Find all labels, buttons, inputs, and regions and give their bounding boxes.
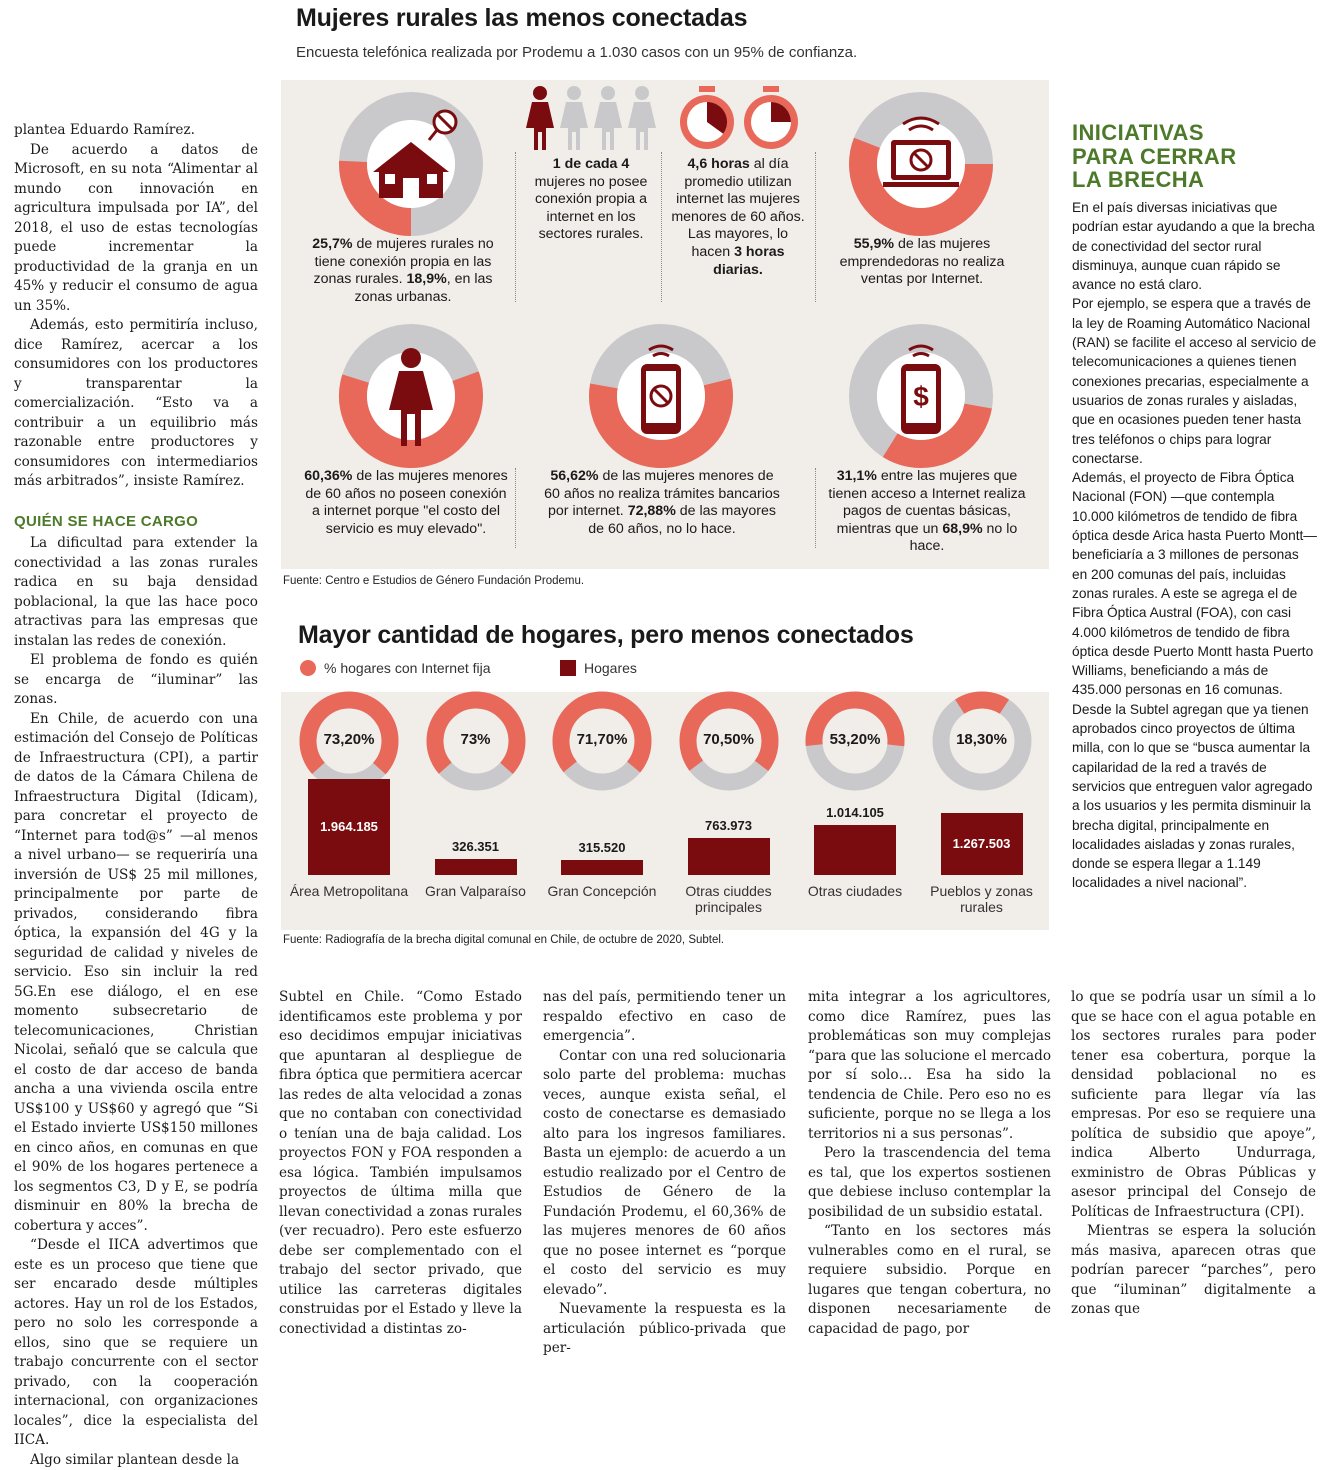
ring-percent-label: 71,70% [552,731,652,748]
article-paragraph: lo que se podría usar un símil a lo que se hace con el agua potable en los sectores rurales para poder tener esa cobertura, porque la densidad poblacional no es suficiente para llegar vía las empresas. Por eso se requiere una política de subsidio que apoye”, indica Alberto Undurraga, exministro de Obras Públicas y asesor principal del Consejo de Políticas de Infraestructura (CPI). [1071,988,1316,1222]
stat-payments: 31,1% entre las mujeres que tienen acceso a Internet realiza pagos de cuentas básicas, mientras que un 68,9% no lo hace. [823,468,1031,556]
chart-source: Fuente: Radiografía de la brecha digital comunal en Chile, de octubre de 2020, Subtel. [283,934,724,946]
category-label: Gran Valparaíso [413,883,539,899]
article-paragraph: De acuerdo a datos de Microsoft, en su nota “Alimentar al mundo con innovación en agricultura impulsada por IA”, del 2018, el uso de estas tecnologías puede incrementar la productividad de la granja en un 45% y reducir el consumo de agua un 35%. [14,141,258,317]
ring-percent-label: 73,20% [299,731,399,748]
category-label: Área Metropolitana [286,883,412,899]
bar-value-label: 1.267.503 [919,836,1045,851]
category-label: Otras ciuddes principales [666,883,792,915]
bar-value-label: 763.973 [666,818,792,833]
article-paragraph: “Desde el IICA advertimos que este es un proceso que tiene que ser encarado desde múltiples actores. Hay un rol de los Estados, pero no solo les corresponde a ellos, sino que se requiere un trabajo concurrente con el sector privado, con la cooperación internacional, con organizaciones locales”, dice la especialista del IICA. [14,1236,258,1451]
article-paragraph: plantea Eduardo Ramírez. [14,121,258,141]
stat-entrepreneurs: 55,9% de las mujeres emprendedoras no realiza ventas por Internet. [837,236,1007,289]
category-label: Pueblos y zonas rurales [919,883,1045,915]
ring-percent-label: 18,30% [932,731,1032,748]
sidebar-paragraph: En el país diversas iniciativas que podrían estar ayudando a que la brecha de conectividad del sector rural disminuya, aunque cuan rápido se avance no está claro. [1072,198,1317,294]
bar-value-label: 326.351 [413,839,539,854]
chart-title: Mayor cantidad de hogares, pero menos conectados [298,621,914,650]
ring-percent-label: 53,20% [805,731,905,748]
infographic-title: Mujeres rurales las menos conectadas [296,4,747,33]
svg-text:$: $ [913,381,929,412]
article-paragraph: mita integrar a los agricultores, como dice Ramírez, pues las problemáticas son muy complejas “para que las solucione el mercado por sí solo… Esa ha sido la tendencia de Chile. Pero eso no es suficiente, porque no se llega a los territorios ni a sus personas”. [808,988,1051,1144]
article-paragraph: La dificultad para extender la conectividad a las zonas rurales radica en su baja densidad poblacional, la que las hace poco atractivas para las empresas que instalan las redes de conexión. [14,534,258,651]
stat-hours-daily: 4,6 horas al día promedio utilizan internet las mujeres menores de 60 años. Las mayores, lo hacen 3 horas diarias. [671,156,805,279]
article-paragraph: Algo similar plantean desde la [14,1451,258,1470]
article-paragraph: El problema de fondo es quién se encarga de “iluminar” las zonas. [14,651,258,710]
sidebar-body [1072,198,1317,893]
bottom-column-4 [1071,988,1316,1320]
article-paragraph: nas del país, permitiendo tener un respaldo efectivo en caso de emergencia”. [543,988,786,1047]
bar-value-label: 315.520 [539,840,665,855]
sidebar-paragraph: Por ejemplo, se espera que a través de la ley de Roaming Automático Nacional (RAN) se facilite el acceso al servicio de telecomunicaciones a quienes tienen conexiones precarias, especialmente a usuarios de zonas rurales y aisladas, que en ocasiones pueden tener hasta tres teléfonos o chips para lograr conectarse. [1072,294,1317,468]
infographic-subtitle: Encuesta telefónica realizada por Prodemu a 1.030 casos con un 95% de confianza. [296,44,857,61]
bar-value-label: 1.014.105 [792,805,918,820]
sidebar-title: INICIATIVAS PARA CERRAR LA BRECHA [1072,121,1237,192]
article-paragraph: Pero la trascendencia del tema es tal, que los expertos sostienen que debiese incluso contemplar la posibilidad de un subsidio estatal. [808,1144,1051,1222]
legend-hogares: Hogares [560,660,637,676]
section-heading: QUIÉN SE HACE CARGO [14,512,258,532]
hogares-bar [814,825,896,875]
article-paragraph: Mientras se espera la solución más masiva, aparecen otras que podrían parecer “parches”, pero que “iluminan” digitalmente a zonas que [1071,1222,1316,1320]
article-paragraph: “Tanto en los sectores más vulnerables como en el rural, se requiere subsidio. Porque en lugares que tengan cobertura, no disponen necesariamente de capacidad de pago, por [808,1222,1051,1339]
article-paragraph: Subtel en Chile. “Como Estado identificamos este problema y por eso decidimos empujar iniciativas que apuntaran al despliegue de fibra óptica que permitiera acercar las redes de alta velocidad a zonas que no contaban con conectividad o tenían una de baja calidad. Los proyectos FON y FOA responden a esa lógica. También impulsamos proyectos de última milla que llevan conectividad a zonas rurales (ver recuadro). Pero este esfuerzo debe ser complementado con el trabajo del sector privado, que utilice las carreteras digitales construidas por el Estado y lleve la conectividad a distintas zo- [279,988,522,1339]
article-paragraph: Además, esto permitiría incluso, dice Ramírez, acercar a los consumidores con los productores y transparentar la comercialización. “Esto va a contribuir a un equilibrio más razonable entre productores y consumidores con intermediarios más arbitrados”, insiste Ramírez. [14,316,258,492]
bottom-column-3 [808,988,1051,1339]
hogares-bar [688,838,770,875]
stat-cost-elevated: 60,36% de las mujeres menores de 60 años no poseen conexión a internet porque "el costo del servicio es muy elevado". [301,468,511,538]
category-label: Otras ciudades [792,883,918,899]
stat-banking: 56,62% de las mujeres menores de 60 años no realiza trámites bancarios por internet. 72,88% de las mayores de 60 años, no lo hace. [543,468,781,538]
category-label: Gran Concepción [539,883,665,899]
ring-percent-label: 73% [426,731,526,748]
sidebar-paragraph: Además, el proyecto de Fibra Óptica Nacional (FON) —que contempla 10.000 kilómetros de tendido de fibra óptica desde Arica hasta Puerto Montt— beneficiaría a 3 millones de personas en 200 comunas del país, incluidas zonas rurales. A este se agrega el de Fibra Óptica Austral (FOA), con casi 4.000 kilómetros de tendido de fibra óptica desde Puerto Montt hasta Puerto Williams, beneficiando a más de 435.000 personas en 16 comunas. [1072,468,1317,700]
stat-one-in-four: 1 de cada 4 mujeres no posee conexión propia a internet en los sectores rurales. [531,156,651,244]
legend-internet: % hogares con Internet fija [300,660,491,676]
article-paragraph: En Chile, de acuerdo con una estimación del Consejo de Políticas de Infraestructura (CPI), a partir de datos de la Cámara Chilena de Infraestructura Digital (Idicam), para concretar el proyecto de “Internet para tod@s” —al menos a nivel urbano— se requeriría una inversión de US$ 25 mil millones, principalmente por parte de privados, considerando fibra óptica, la expansión del 4G y la seguridad de calidad y niveles de servicio. Eso sin incluir la red 5G.En ese diálogo, el en ese momento subsecretario de telecomunicaciones, Christian Nicolai, señaló que se calcula que el costo de dar acceso de banda ancha a una vivienda oscila entre US$100 y US$60 y agregó que “Si el Estado invierte US$150 millones en cinco años, en comunas en que el 90% de los hogares pertenece a los segmentos C3, D y E, se podría disminuir en 80% la brecha de cobertura y acces”. [14,710,258,1237]
bottom-column-1 [279,988,522,1339]
sidebar-paragraph: Desde la Subtel agregan que ya tienen aprobados cinco proyectos de última milla, con lo que se “busca aumentar la capilaridad de la red a través de servicios que entreguen valor agregado a los usuarios y les permita disminuir la brecha digital, principalmente en localidades aisladas y zonas rurales, donde se espera llegar a 1.149 localidades a nivel nacional”. [1072,700,1317,893]
source-note: Fuente: Centro e Estudios de Género Fundación Prodemu. [283,575,584,587]
stat-rural-connection: 25,7% de mujeres rurales no tiene conexión propia en las zonas rurales. 18,9%, en las zonas urbanas. [297,236,509,306]
hogares-bar [561,860,643,875]
hogares-bar [435,859,517,875]
ring-percent-label: 70,50% [679,731,779,748]
article-paragraph: Nuevamente la respuesta es la articulación público-privada que per- [543,1300,786,1359]
bottom-column-2 [543,988,786,1359]
article-paragraph: Contar con una red solucionaria solo parte del problema: muchas veces, aunque exista señal, el costo de conectarse es demasiado alto para los ingresos familiares. Basta un ejemplo: de acuerdo a un estudio realizado por el Centro de Estudios de Género de la Fundación Prodemu, el 60,36% de las mujeres menores de 60 años que no posee internet es “porque el costo del servicio es muy elevado”. [543,1047,786,1301]
bar-value-label: 1.964.185 [286,819,412,834]
